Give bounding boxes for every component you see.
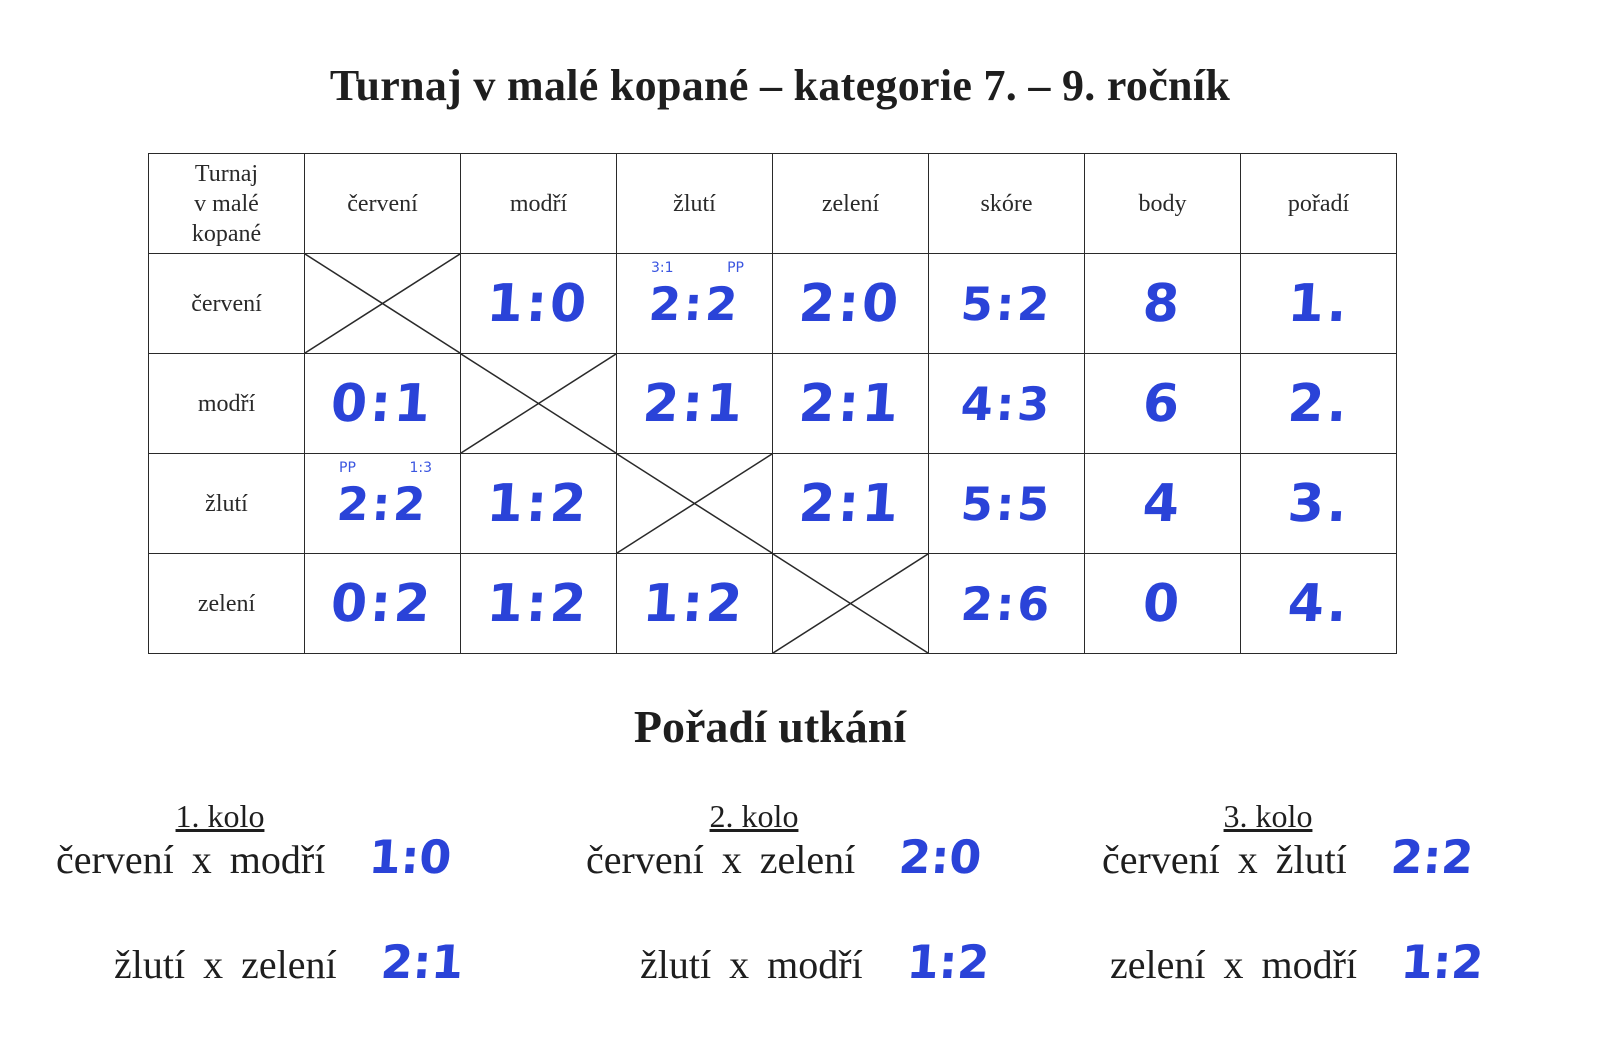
rank-cell: 1. xyxy=(1241,254,1397,354)
schedule-title: Pořadí utkání xyxy=(633,701,907,752)
row-header: zelení xyxy=(149,554,305,654)
crossed-cell xyxy=(773,554,929,654)
round-label: 3. kolo xyxy=(1223,798,1313,834)
match-row xyxy=(114,935,463,989)
cell-note: 1:3 xyxy=(409,460,432,476)
versus-sign: x xyxy=(191,837,212,882)
match-result: 1:2 xyxy=(904,935,991,989)
table-row xyxy=(149,554,1397,654)
score-cell: 2:1 xyxy=(617,354,773,454)
home-team: žlutí xyxy=(114,942,186,987)
home-team: červení xyxy=(56,837,174,882)
home-team: žlutí xyxy=(640,942,712,987)
home-team: zelení xyxy=(1110,942,1206,987)
away-team: zelení xyxy=(241,942,337,987)
home-team: červení xyxy=(1102,837,1220,882)
score-cell: 1:2 xyxy=(461,554,617,654)
match-row xyxy=(586,830,982,884)
match-row xyxy=(56,830,452,884)
score-cell: 0:1 xyxy=(305,354,461,454)
crossed-cell xyxy=(461,354,617,454)
total-score-cell: 4:3 xyxy=(929,354,1085,454)
away-team: zelení xyxy=(759,837,856,882)
match-result: 1:2 xyxy=(1399,935,1486,989)
column-header: skóre xyxy=(929,154,1085,254)
column-header: pořadí xyxy=(1241,154,1397,254)
corner-label-line: Turnaj xyxy=(194,160,259,187)
match-row xyxy=(1102,830,1476,884)
score-cell: 1:2 xyxy=(461,454,617,554)
points-cell: 0 xyxy=(1085,554,1241,654)
table-row xyxy=(149,354,1397,454)
score-cell: 3:1 PP 2:2 xyxy=(617,254,773,354)
score-cell: 1:0 xyxy=(461,254,617,354)
versus-sign: x xyxy=(721,837,742,882)
column-header: body xyxy=(1085,154,1241,254)
column-header: červení xyxy=(305,154,461,254)
column-header: žlutí xyxy=(617,154,773,254)
match-row xyxy=(640,935,989,989)
rank-cell: 2. xyxy=(1241,354,1397,454)
score-cell: 0:2 xyxy=(305,554,461,654)
versus-sign: x xyxy=(729,942,750,987)
match-result: 2:1 xyxy=(378,935,465,989)
score-cell: 2:1 xyxy=(773,454,929,554)
total-score-cell: 2:6 xyxy=(929,554,1085,654)
score-cell: PP 1:3 2:2 xyxy=(305,454,461,554)
row-header: červení xyxy=(149,254,305,354)
corner-label-line: v malé xyxy=(194,190,259,217)
points-cell: 6 xyxy=(1085,354,1241,454)
page-title: Turnaj v malé kopané – kategorie 7. – 9. ročník xyxy=(329,61,1231,110)
score-cell: 2:0 xyxy=(773,254,929,354)
away-team: modří xyxy=(767,942,863,987)
versus-sign: x xyxy=(203,942,224,987)
versus-sign: x xyxy=(1223,942,1244,987)
corner-cell xyxy=(149,154,305,254)
row-header: žlutí xyxy=(149,454,305,554)
match-result: 2:2 xyxy=(1388,830,1476,884)
away-team: modří xyxy=(229,837,326,882)
cell-note: PP xyxy=(727,260,744,276)
away-team: žlutí xyxy=(1275,837,1347,882)
score-cell: 2:1 xyxy=(773,354,929,454)
total-score-cell: 5:5 xyxy=(929,454,1085,554)
match-result: 2:0 xyxy=(897,830,984,884)
match-row xyxy=(1110,935,1486,989)
total-score-cell: 5:2 xyxy=(929,254,1085,354)
results-table xyxy=(148,153,1397,654)
table-row xyxy=(149,254,1397,354)
points-cell: 8 xyxy=(1085,254,1241,354)
points-cell: 4 xyxy=(1085,454,1241,554)
away-team: modří xyxy=(1261,942,1358,987)
rank-cell: 4. xyxy=(1241,554,1397,654)
table-header-row xyxy=(149,154,1397,254)
cell-note: 3:1 xyxy=(651,260,674,276)
column-header: modří xyxy=(461,154,617,254)
round-label: 2. kolo xyxy=(709,798,799,834)
row-header: modří xyxy=(149,354,305,454)
versus-sign: x xyxy=(1237,837,1258,882)
match-result: 1:0 xyxy=(367,830,454,884)
score-cell: 1:2 xyxy=(617,554,773,654)
table-row xyxy=(149,454,1397,554)
crossed-cell xyxy=(305,254,461,354)
cell-note: PP xyxy=(339,460,356,476)
column-header: zelení xyxy=(773,154,929,254)
round-label: 1. kolo xyxy=(175,798,265,834)
crossed-cell xyxy=(617,454,773,554)
home-team: červení xyxy=(586,837,704,882)
corner-label-line: kopané xyxy=(191,220,262,247)
rank-cell: 3. xyxy=(1241,454,1397,554)
